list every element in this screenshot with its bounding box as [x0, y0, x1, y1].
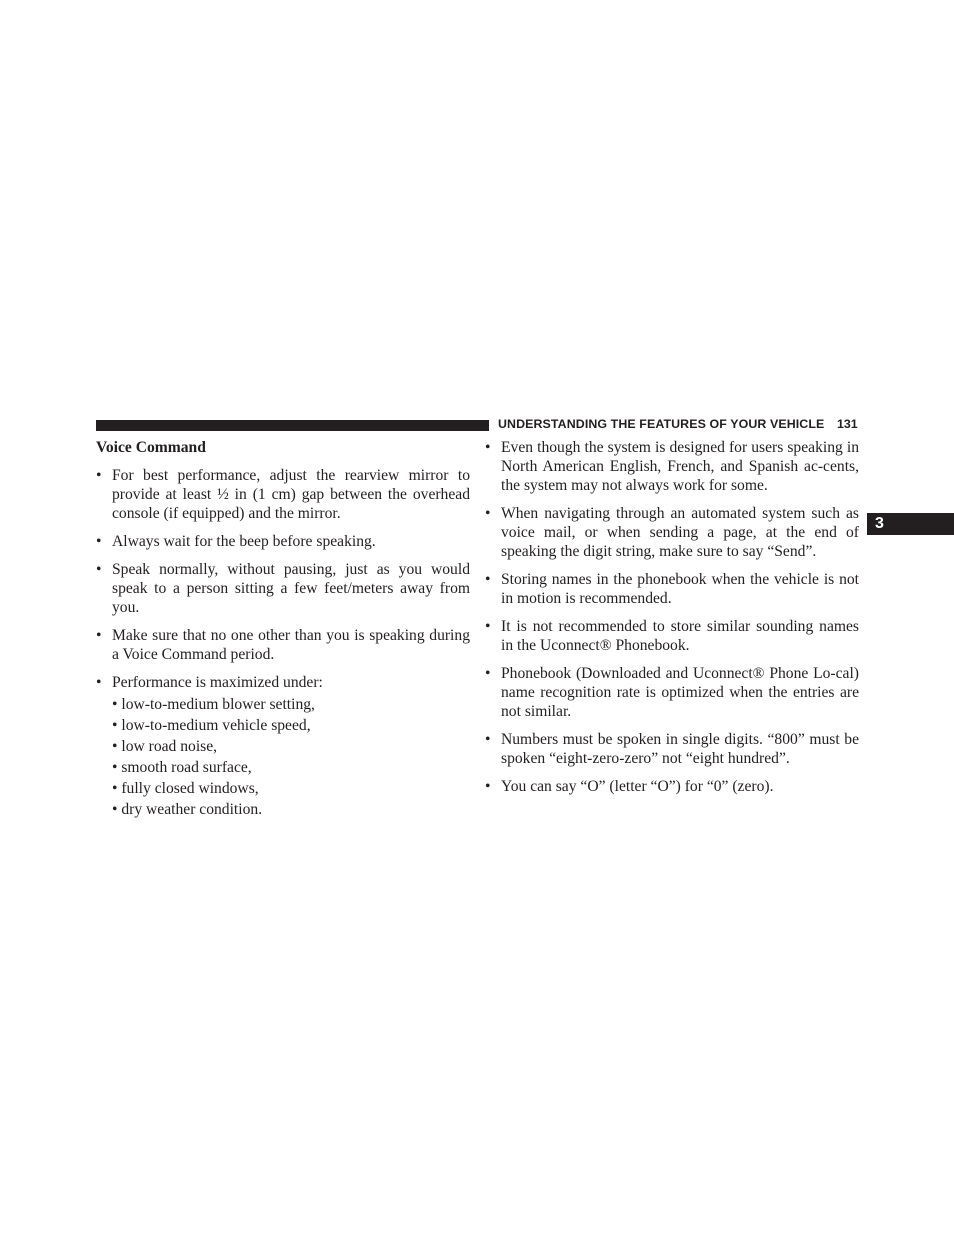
- right-bullet-list: [485, 438, 859, 796]
- chapter-tab: [867, 513, 954, 535]
- bullet-icon: •: [485, 505, 491, 522]
- sub-list-item: • low-to-medium blower setting,: [112, 696, 315, 713]
- bullet-icon: •: [485, 571, 491, 588]
- list-item: [485, 730, 859, 768]
- list-item-text: Performance is maximized under:: [112, 674, 323, 691]
- bullet-icon: •: [485, 618, 491, 635]
- list-item-text: When navigating through an automated system such as voice mail, or when sending a page, at the end of speaking the digit string, make sure to say “Send”.: [501, 505, 859, 560]
- running-header-title: UNDERSTANDING THE FEATURES OF YOUR VEHICLE: [498, 417, 825, 431]
- left-bullet-list: [96, 466, 470, 820]
- sub-list-item: • fully closed windows,: [112, 780, 259, 797]
- bullet-icon: •: [485, 778, 491, 795]
- performance-conditions-list: [112, 695, 470, 820]
- bullet-icon: •: [485, 731, 491, 748]
- list-item: [485, 617, 859, 655]
- list-item-text: Storing names in the phonebook when the vehicle is not in motion is recommended.: [501, 571, 859, 607]
- list-item-text: Numbers must be spoken in single digits. “800” must be spoken “eight-zero-zero” not “eight hundred”.: [501, 731, 859, 767]
- page-number: 131: [837, 417, 858, 431]
- list-item: [96, 532, 470, 551]
- sub-list-item: • low-to-medium vehicle speed,: [112, 717, 311, 734]
- list-item: [96, 626, 470, 664]
- list-item: [485, 438, 859, 495]
- list-item-text: You can say “O” (letter “O”) for “0” (zero).: [501, 778, 774, 795]
- list-item-text: Even though the system is designed for users speaking in North American English, French, and Spanish ac-cents, the system may not always work for some.: [501, 439, 859, 494]
- left-column: [96, 438, 470, 829]
- sub-list-item: • low road noise,: [112, 738, 218, 755]
- list-item-text: Speak normally, without pausing, just as you would speak to a person sitting a few feet/meters away from you.: [112, 561, 470, 616]
- bullet-icon: •: [96, 674, 102, 691]
- bullet-icon: •: [96, 627, 102, 644]
- list-item: [485, 570, 859, 608]
- bullet-icon: •: [485, 439, 491, 456]
- list-item: [485, 504, 859, 561]
- list-item: [96, 560, 470, 617]
- header-rule: [96, 420, 489, 431]
- list-item-text: Make sure that no one other than you is speaking during a Voice Command period.: [112, 627, 470, 663]
- list-item-text: For best performance, adjust the rearview mirror to provide at least ½ in (1 cm) gap between the overhead console (if equipped) and the mirror.: [112, 467, 470, 522]
- list-item-text: Always wait for the beep before speaking.: [112, 533, 376, 550]
- chapter-tab-number: 3: [875, 515, 884, 532]
- bullet-icon: •: [96, 533, 102, 550]
- list-item: [485, 777, 859, 796]
- list-item-text: Phonebook (Downloaded and Uconnect® Phone Lo-cal) name recognition rate is optimized when the entries are not similar.: [501, 665, 859, 720]
- list-item: [96, 466, 470, 523]
- sub-list-item: • smooth road surface,: [112, 759, 252, 776]
- bullet-icon: •: [96, 561, 102, 578]
- list-item: [485, 664, 859, 721]
- sub-list-item: • dry weather condition.: [112, 801, 263, 818]
- bullet-icon: •: [96, 467, 102, 484]
- section-title: Voice Command: [96, 439, 206, 456]
- right-column: [485, 438, 859, 805]
- list-item: [96, 673, 470, 820]
- list-item-text: It is not recommended to store similar sounding names in the Uconnect® Phonebook.: [501, 618, 859, 654]
- bullet-icon: •: [485, 665, 491, 682]
